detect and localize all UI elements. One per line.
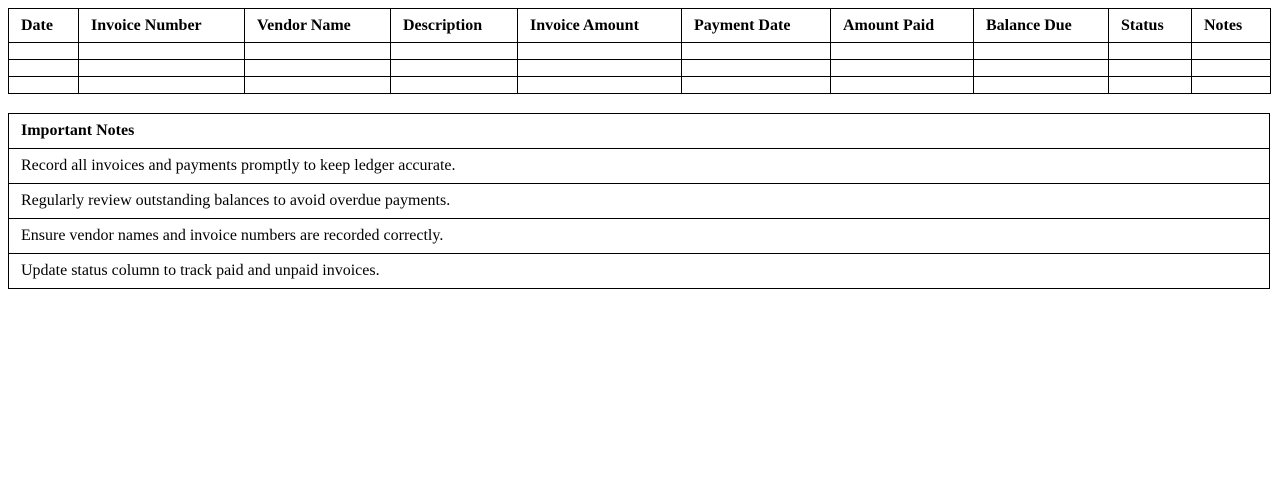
table-cell[interactable] <box>682 43 831 60</box>
list-item <box>9 149 1270 184</box>
column-header-description: Description <box>391 9 518 43</box>
table-cell[interactable] <box>974 77 1109 94</box>
table-cell[interactable] <box>974 60 1109 77</box>
column-header-invoice-amount: Invoice Amount <box>518 9 682 43</box>
note-text: Regularly review outstanding balances to avoid overdue payments. <box>9 184 1270 219</box>
table-cell[interactable] <box>391 60 518 77</box>
note-text: Record all invoices and payments promptly to keep ledger accurate. <box>9 149 1270 184</box>
table-cell[interactable] <box>831 43 974 60</box>
table-cell[interactable] <box>682 77 831 94</box>
column-header-amount-paid: Amount Paid <box>831 9 974 43</box>
column-header-date: Date <box>9 9 79 43</box>
table-cell[interactable] <box>391 77 518 94</box>
important-notes-table <box>8 113 1270 289</box>
table-cell[interactable] <box>9 43 79 60</box>
table-cell[interactable] <box>391 43 518 60</box>
table-cell[interactable] <box>79 77 245 94</box>
table-header-row <box>9 9 1271 43</box>
table-row <box>9 43 1271 60</box>
column-header-payment-date: Payment Date <box>682 9 831 43</box>
table-cell[interactable] <box>1192 43 1271 60</box>
column-header-vendor-name: Vendor Name <box>245 9 391 43</box>
list-item <box>9 254 1270 289</box>
table-cell[interactable] <box>79 43 245 60</box>
column-header-balance-due: Balance Due <box>974 9 1109 43</box>
table-cell[interactable] <box>1109 77 1192 94</box>
table-cell[interactable] <box>974 43 1109 60</box>
column-header-status: Status <box>1109 9 1192 43</box>
note-text: Update status column to track paid and unpaid invoices. <box>9 254 1270 289</box>
notes-title: Important Notes <box>9 114 1270 149</box>
table-cell[interactable] <box>245 77 391 94</box>
table-cell[interactable] <box>1192 77 1271 94</box>
list-item <box>9 184 1270 219</box>
table-cell[interactable] <box>682 60 831 77</box>
table-row <box>9 77 1271 94</box>
table-cell[interactable] <box>1192 60 1271 77</box>
list-item <box>9 219 1270 254</box>
table-cell[interactable] <box>1109 60 1192 77</box>
table-cell[interactable] <box>9 60 79 77</box>
table-cell[interactable] <box>245 60 391 77</box>
table-cell[interactable] <box>245 43 391 60</box>
table-cell[interactable] <box>9 77 79 94</box>
invoice-ledger-table <box>8 8 1271 94</box>
column-header-notes: Notes <box>1192 9 1271 43</box>
table-cell[interactable] <box>518 60 682 77</box>
table-cell[interactable] <box>831 60 974 77</box>
note-text: Ensure vendor names and invoice numbers are recorded correctly. <box>9 219 1270 254</box>
table-cell[interactable] <box>79 60 245 77</box>
table-cell[interactable] <box>518 43 682 60</box>
column-header-invoice-number: Invoice Number <box>79 9 245 43</box>
table-cell[interactable] <box>518 77 682 94</box>
table-cell[interactable] <box>1109 43 1192 60</box>
notes-header-row <box>9 114 1270 149</box>
table-cell[interactable] <box>831 77 974 94</box>
table-row <box>9 60 1271 77</box>
